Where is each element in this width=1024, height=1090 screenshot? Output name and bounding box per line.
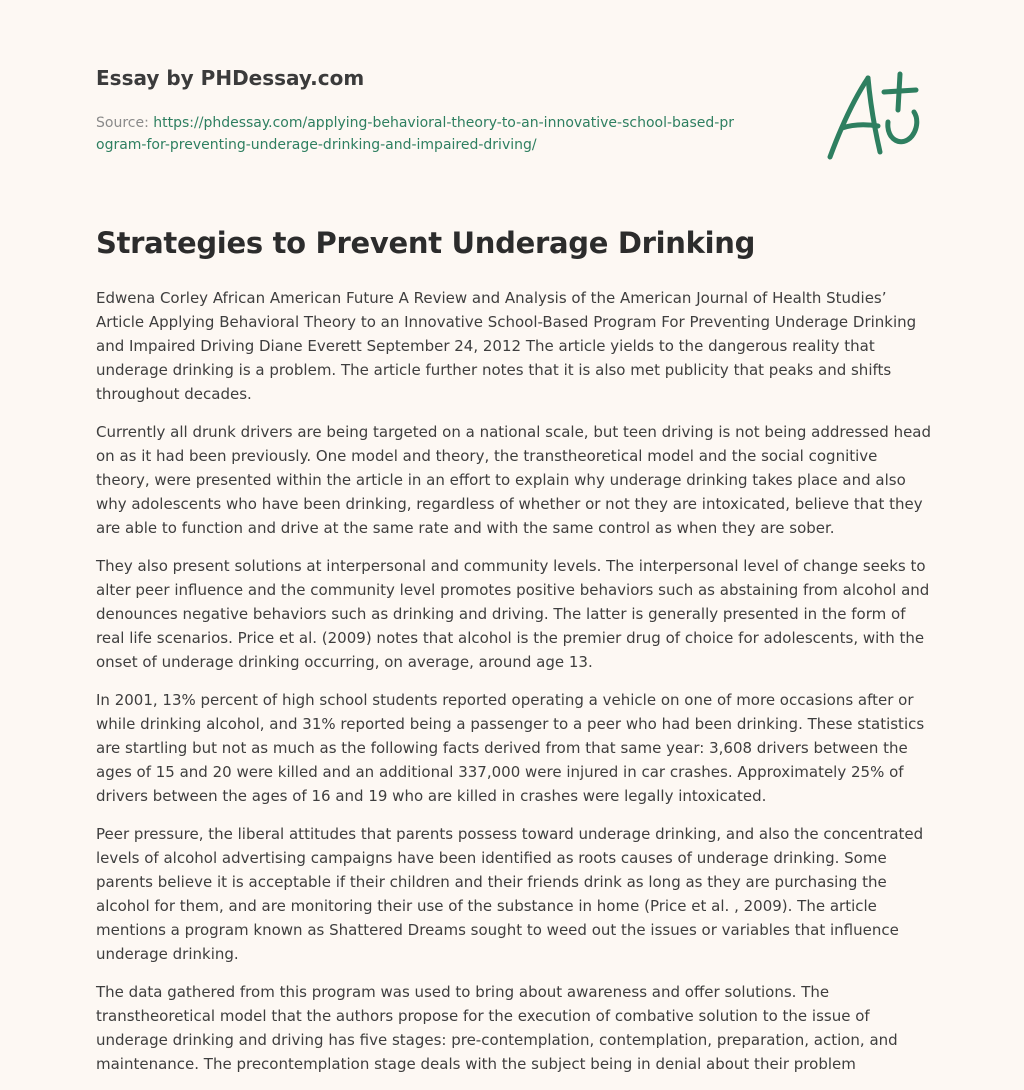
paragraph: In 2001, 13% percent of high school students reported operating a vehicle on one of more occasions after or while drinking alcohol, and 31% reported being a passenger to a peer who had been drinking. These statistics are startling but not as much as the following facts derived from that same year: 3,608 drivers between the ages of 15 and 20 were killed and an additional 337,000 were injured in car crashes. Approximately 25% of drivers between the ages of 16 and 19 who are killed in crashes were legally intoxicated.: [96, 691, 925, 805]
paragraph: The data gathered from this program was used to bring about awareness and offer solutions. The transtheoretical model that the authors propose for the execution of combative solution to the issue of underage drinking and driving has five stages: pre-contemplation, contemplation, preparation, action, and maintenance. The precontemplation stage deals with the subject being in denial about their problem: [96, 983, 898, 1073]
article-body: [96, 286, 932, 1090]
paragraph: Currently all drunk drivers are being targeted on a national scale, but teen driving is not being addressed head on as it had been previously. One model and theory, the transtheoretical model and the social cognitive theory, were presented within the article in an effort to explain why underage drinking takes place and also why adolescents who have been drinking, regardless of whether or not they are intoxicated, believe that they are able to function and drive at the same rate and with the same control as when they are sober.: [96, 423, 932, 537]
source-line: [96, 112, 736, 156]
article-title: Strategies to Prevent Underage Drinking: [96, 226, 756, 260]
site-title: Essay by PHDessay.com: [96, 66, 365, 90]
source-link[interactable]: https://phdessay.com/applying-behavioral-theory-to-an-innovative-school-based-program-for-preventing-underage-drinking-and-impaired-driving/: [96, 115, 734, 153]
paragraph: Peer pressure, the liberal attitudes that parents possess toward underage drinking, and also the concentrated levels of alcohol advertising campaigns have been identified as roots causes of underage drinking. Some parents believe it is acceptable if their children and their friends drink as long as they are purchasing the alcohol for them, and are monitoring their use of the substance in home (Price et al. , 2009). The article mentions a program known as Shattered Dreams sought to weed out the issues or variables that influence underage drinking.: [96, 825, 924, 963]
source-label: Source:: [96, 115, 149, 131]
a-plus-logo-icon: [824, 70, 924, 162]
paragraph: Edwena Corley African American Future A Review and Analysis of the American Journal of Health Studies’ Article Applying Behavioral Theory to an Innovative School-Based Program For Preventing Underage Drinking and Impaired Driving Diane Everett September 24, 2012 The article yields to the dangerous reality that underage drinking is a problem. The article further notes that it is also met publicity that peaks and shifts throughout decades.: [96, 289, 917, 403]
paragraph: They also present solutions at interpersonal and community levels. The interpersonal level of change seeks to alter peer influence and the community level promotes positive behaviors such as abstaining from alcohol and denounces negative behaviors such as drinking and driving. The latter is generally presented in the form of real life scenarios. Price et al. (2009) notes that alcohol is the premier drug of choice for adolescents, with the onset of underage drinking occurring, on average, around age 13.: [96, 557, 930, 671]
